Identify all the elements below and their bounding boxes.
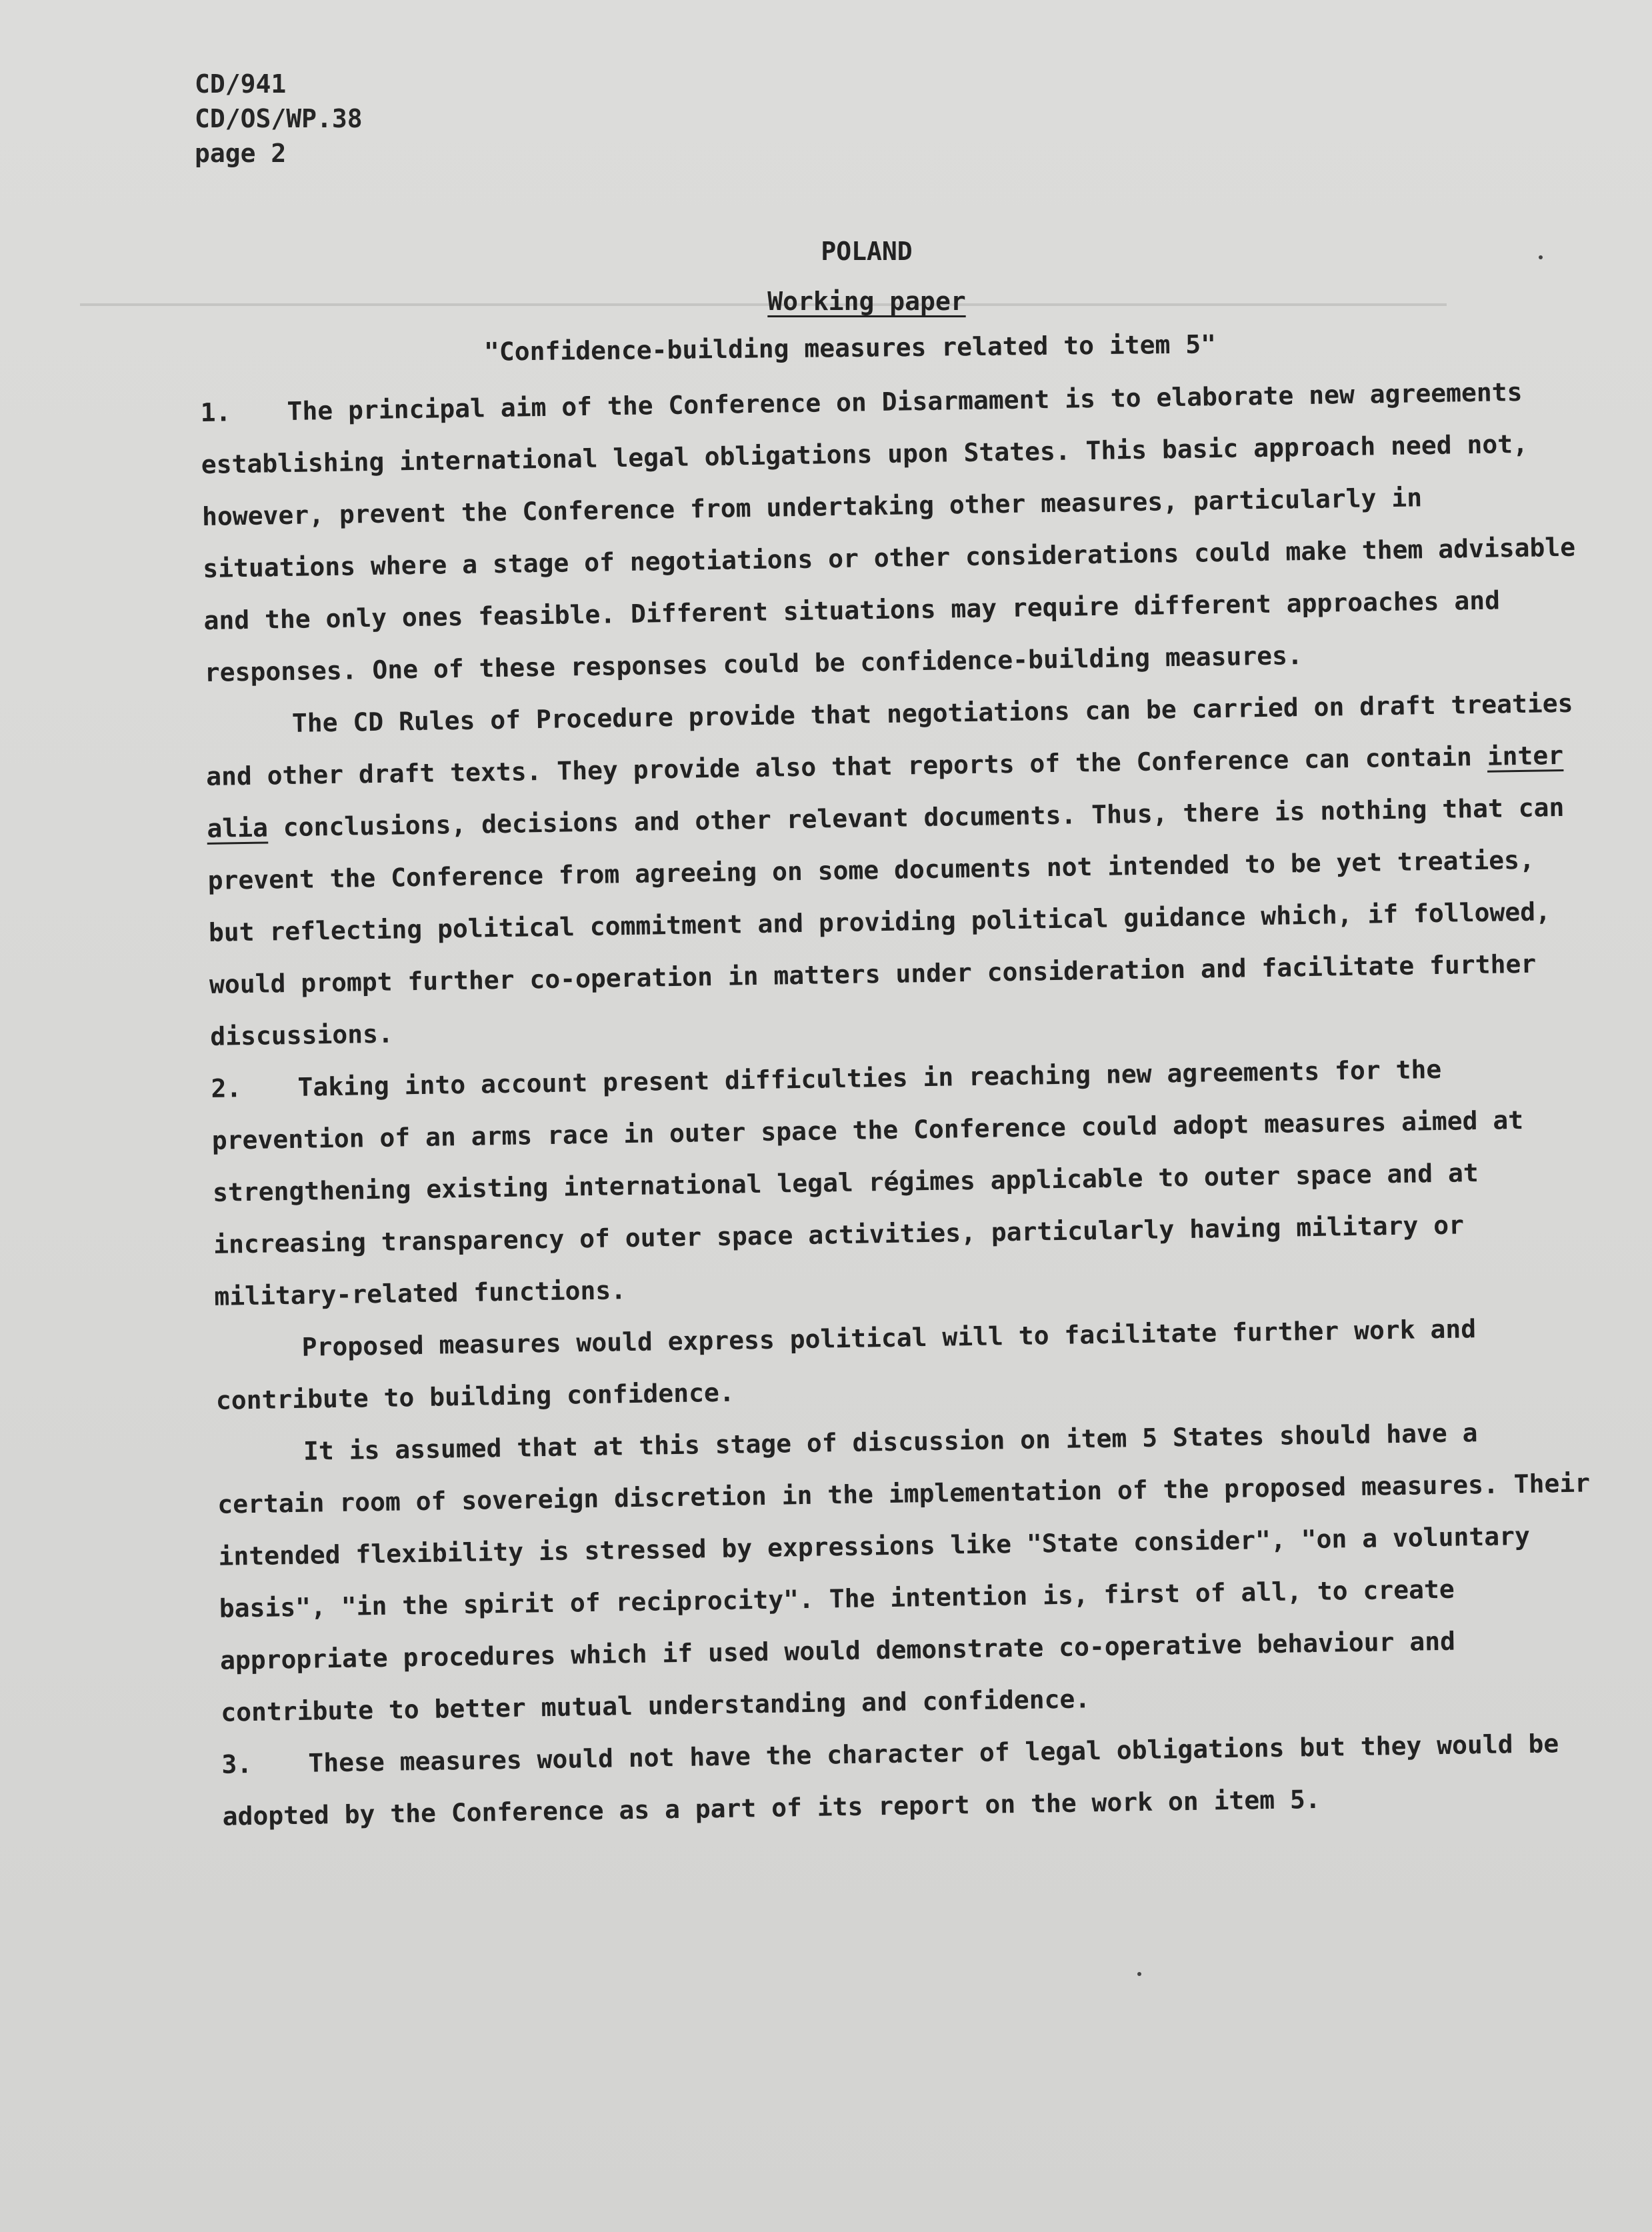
subject-heading: "Confidence-building measures related to item 5" bbox=[483, 329, 1217, 367]
document-header bbox=[195, 67, 363, 171]
paragraph-number: 3. bbox=[221, 1749, 253, 1779]
emphasized-phrase: inter alia bbox=[207, 740, 1564, 843]
paragraph-2c bbox=[217, 1405, 1595, 1738]
document-body bbox=[200, 365, 1596, 1843]
paragraph-text: Taking into account present difficulties in reaching new agreements for the prevention of an arms race in outer space the Conference could adopt measures aimed at strengthening existing international legal régimes applicable to outer space and at increasing transparency of outer space activities, particularly having military or military-related functions. bbox=[211, 1054, 1524, 1311]
document-symbol: CD/941 bbox=[195, 69, 287, 99]
paragraph-1b bbox=[205, 677, 1583, 1063]
document-symbol-secondary: CD/OS/WP.38 bbox=[195, 104, 363, 133]
country-heading: POLAND bbox=[821, 237, 913, 266]
paper-speck bbox=[1137, 1972, 1141, 1976]
paragraph-number: 1. bbox=[200, 397, 231, 427]
paragraph-3 bbox=[221, 1717, 1596, 1842]
page-number: page 2 bbox=[195, 139, 287, 168]
paper-speck bbox=[1539, 255, 1543, 259]
paragraph-2 bbox=[211, 1041, 1588, 1323]
paragraph-text: These measures would not have the character of legal obligations but they would be adopted by the Conference as a part of its report on the work on item 5. bbox=[222, 1729, 1559, 1831]
paragraph-1 bbox=[200, 365, 1578, 699]
document-type-heading: Working paper bbox=[767, 287, 966, 316]
paragraph-text: It is assumed that at this stage of discussion on item 5 States should have a certain room of sovereign discretion in the implementation of the proposed measures. Their intended flexibility is stressed by expressions like "State consider", "on a voluntary basis", "in the spirit of reciprocity". The intention is, first of all, to create appropriate procedures which if used would demonstrate co-operative behaviour and contribute to better mutual understanding and confidence. bbox=[217, 1418, 1591, 1727]
paragraph-text: conclusions, decisions and other relevant documents. Thus, there is nothing that can prevent the Conference from agreeing on some documents not intended to be yet treaties, but reflecting political commitment and providing political guidance which, if followed, would prompt further co-operation in matters under consideration and facilitate further discussions. bbox=[207, 792, 1565, 1051]
paragraph-text: The principal aim of the Conference on Disarmament is to elaborate new agreements establishing international legal obligations upon States. This basic approach need not, however, prevent the Conference from undertaking other measures, particularly in situations where a stage of negotiations or other considerations could make them advisable and the only ones feasible. Different situations may require different approaches and responses. One of these responses could be confidence-building measures. bbox=[201, 377, 1576, 687]
paragraph-text: Proposed measures would express political will to facilitate further work and contribute to building confidence. bbox=[215, 1314, 1477, 1415]
paragraph-number: 2. bbox=[211, 1073, 242, 1103]
paragraph-text: The CD Rules of Procedure provide that negotiations can be carried on draft treaties and other draft texts. They provide also that reports of the Conference can contain bbox=[205, 688, 1573, 791]
